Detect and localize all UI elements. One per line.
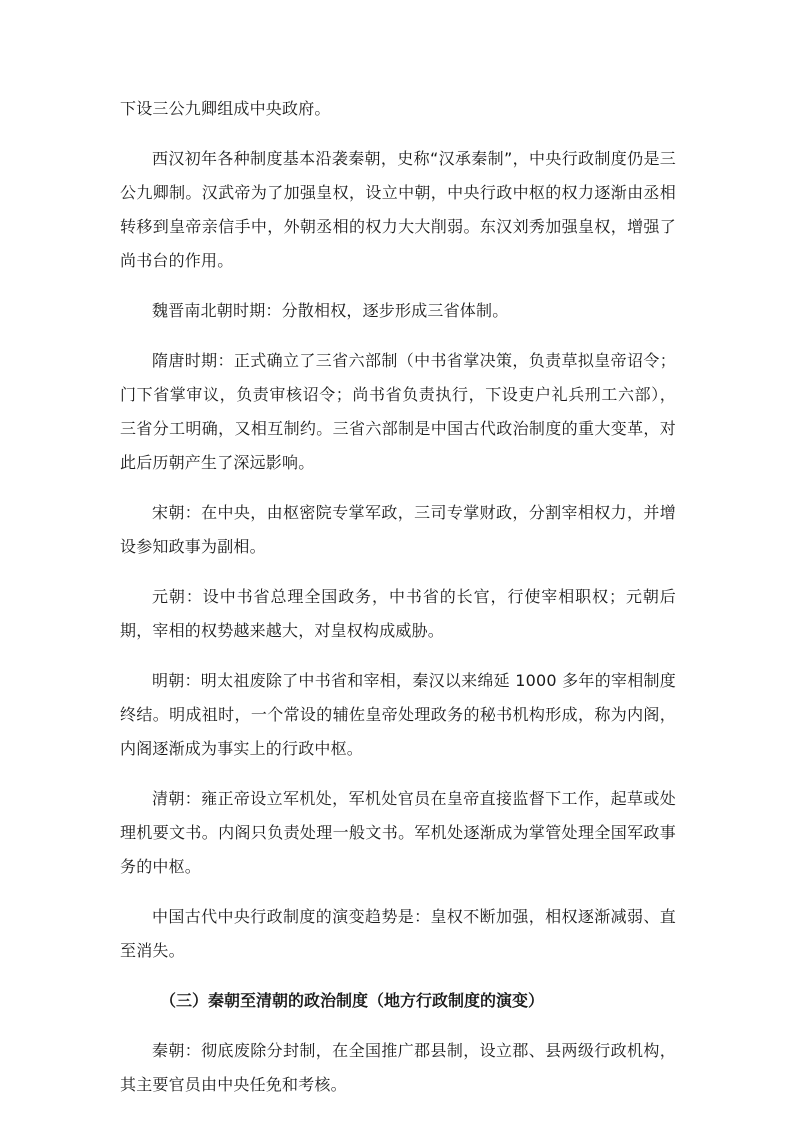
- paragraph-continuation: 下设三公九卿组成中央政府。: [120, 99, 331, 118]
- section-heading: （三）秦朝至清朝的政治制度（地方行政制度的演变）: [160, 991, 545, 1010]
- paragraph-yuan: 元朝：设中书省总理全国政务，中书省的长官，行使宰相职权；元朝后期，宰相的权势越来越大，对皇权构成威胁。: [120, 587, 676, 640]
- paragraph-song: 宋朝：在中央，由枢密院专掌军政，三司专掌财政，分割宰相权力，并增设参知政事为副相。: [120, 503, 676, 556]
- paragraph-western-han: 西汉初年各种制度基本沿袭秦朝，史称“汉承秦制”，中央行政制度仍是三公九卿制。汉武帝为了加强皇权，设立中朝，中央行政中枢的权力逐渐由丞相转移到皇帝亲信手中，外朝丞相的权力大大削弱。东汉刘秀加强皇权，增强了尚书台的作用。: [120, 149, 676, 270]
- paragraph-sui-tang: 隋唐时期：正式确立了三省六部制（中书省掌决策，负责草拟皇帝诏令；门下省掌审议，负责审核诏令；尚书省负责执行，下设吏户礼兵刑工六部），三省分工明确，又相互制约。三省六部制是中国古代政治制度的重大变革，对此后历朝产生了深远影响。: [120, 351, 676, 472]
- paragraph-wei-jin: 魏晋南北朝时期：分散相权，逐步形成三省体制。: [152, 301, 509, 320]
- document-page: [120, 92, 676, 1118]
- paragraph-qin-local: 秦朝：彻底废除分封制，在全国推广郡县制，设立郡、县两级行政机构，其主要官员由中央任免和考核。: [120, 1041, 676, 1094]
- paragraph-trend-summary: 中国古代中央行政制度的演变趋势是：皇权不断加强，相权逐渐减弱、直至消失。: [120, 907, 676, 960]
- paragraph-ming: 明朝：明太祖废除了中书省和宰相，秦汉以来绵延 1000 多年的宰相制度终结。明成祖时，一个常设的辅佐皇帝处理政务的秘书机构形成，称为内阁，内阁逐渐成为事实上的行政中枢。: [120, 671, 676, 758]
- paragraph-qing: 清朝：雍正帝设立军机处，军机处官员在皇帝直接监督下工作，起草或处理机要文书。内阁只负责处理一般文书。军机处逐渐成为掌管处理全国军政事务的中枢。: [120, 789, 676, 876]
